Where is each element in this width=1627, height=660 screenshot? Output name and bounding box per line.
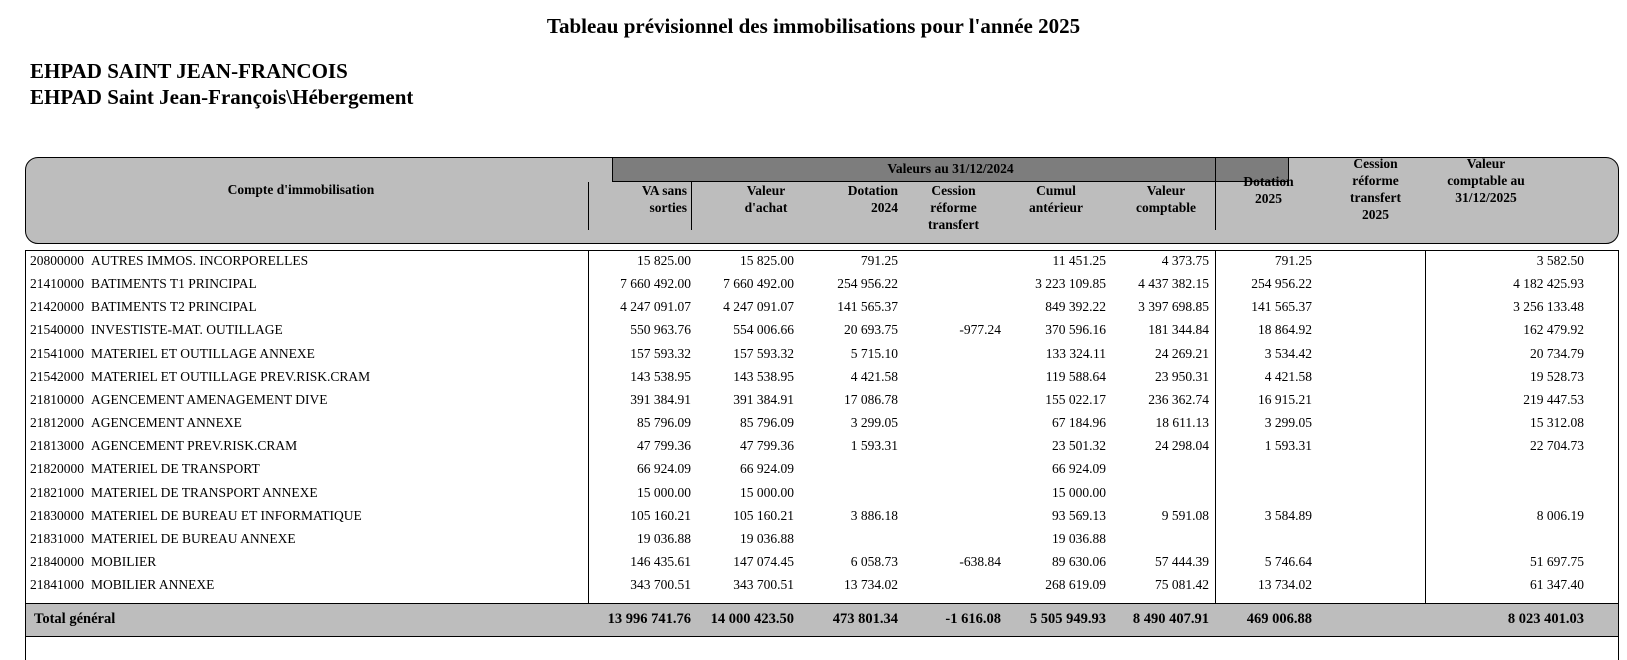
cell-account-label: MATERIEL ET OUTILLAGE PREV.RISK.CRAM bbox=[91, 368, 371, 384]
cell-account-code: 21541000 bbox=[30, 345, 84, 361]
table-row bbox=[26, 297, 1618, 321]
cell-account-label: MOBILIER bbox=[91, 553, 157, 569]
cell-account-label: MATERIEL DE BUREAU ANNEXE bbox=[91, 530, 296, 546]
cell-va-sans-sorties: 15 000.00 bbox=[637, 484, 691, 500]
cell-account-code: 21821000 bbox=[30, 484, 84, 500]
cell-valeur-comptable: 3 397 698.85 bbox=[1138, 299, 1209, 315]
total-dotation-2024: 473 801.34 bbox=[832, 611, 898, 627]
total-valeur-comptable-2025: 8 023 401.03 bbox=[1507, 611, 1584, 627]
cell-va-sans-sorties: 146 435.61 bbox=[630, 553, 691, 569]
total-cession-2024: -1 616.08 bbox=[945, 611, 1001, 627]
cell-dotation-2024: 20 693.75 bbox=[844, 322, 898, 338]
cell-cumul-anterieur: 23 501.32 bbox=[1052, 438, 1106, 454]
cell-account-code: 21840000 bbox=[30, 553, 84, 569]
cell-valeur-comptable-2025: 51 697.75 bbox=[1530, 553, 1584, 569]
total-cumul: 5 505 949.93 bbox=[1029, 611, 1106, 627]
cell-account-code: 21410000 bbox=[30, 276, 84, 292]
cell-va-sans-sorties: 105 160.21 bbox=[630, 507, 691, 523]
cell-account-label: MATERIEL DE TRANSPORT bbox=[91, 461, 260, 477]
header-cession-2025: Cession réforme transfert 2025 bbox=[1350, 156, 1401, 222]
cell-valeur-achat: 85 796.09 bbox=[740, 415, 794, 431]
cell-valeur-achat: 15 825.00 bbox=[740, 253, 794, 268]
cell-va-sans-sorties: 15 825.00 bbox=[637, 253, 691, 268]
cell-cumul-anterieur: 15 000.00 bbox=[1052, 484, 1106, 500]
header-valeur-achat: Valeur d'achat bbox=[744, 183, 788, 215]
cell-valeur-comptable-2025: 22 704.73 bbox=[1530, 438, 1584, 454]
cell-dotation-2025: 4 421.58 bbox=[1264, 368, 1312, 384]
cell-valeur-comptable: 18 611.13 bbox=[1155, 415, 1209, 431]
header-valeur-comptable-2025: Valeur comptable au 31/12/2025 bbox=[1447, 156, 1525, 205]
cell-va-sans-sorties: 550 963.76 bbox=[630, 322, 691, 338]
cell-dotation-2024: 791.25 bbox=[860, 253, 898, 268]
total-valeur-comptable: 8 490 407.91 bbox=[1132, 611, 1209, 627]
cell-account-label: AGENCEMENT ANNEXE bbox=[91, 415, 242, 431]
cell-valeur-comptable-2025: 219 447.53 bbox=[1523, 391, 1584, 407]
table-row bbox=[26, 529, 1618, 553]
cell-dotation-2025: 254 956.22 bbox=[1251, 276, 1312, 292]
cell-valeur-achat: 66 924.09 bbox=[740, 461, 794, 477]
cell-account-label: AGENCEMENT PREV.RISK.CRAM bbox=[91, 438, 298, 454]
cell-dotation-2024: 254 956.22 bbox=[837, 276, 898, 292]
cell-account-label: MATERIEL DE BUREAU ET INFORMATIQUE bbox=[91, 507, 362, 523]
table-row bbox=[26, 390, 1618, 414]
cell-account-code: 20800000 bbox=[30, 253, 84, 268]
cell-account-label: MOBILIER ANNEXE bbox=[91, 577, 215, 593]
cell-dotation-2024: 3 886.18 bbox=[850, 507, 898, 523]
total-va: 13 996 741.76 bbox=[607, 611, 691, 627]
cell-va-sans-sorties: 4 247 091.07 bbox=[620, 299, 691, 315]
cell-account-code: 21540000 bbox=[30, 322, 84, 338]
cell-valeur-comptable: 24 298.04 bbox=[1155, 438, 1209, 454]
header-va-sans-sorties: VA sans sorties bbox=[641, 183, 687, 215]
entity-subdivision: EHPAD Saint Jean-François\Hébergement bbox=[30, 85, 414, 109]
cell-valeur-comptable: 4 373.75 bbox=[1161, 253, 1209, 268]
table-row bbox=[26, 552, 1618, 576]
cell-valeur-achat: 147 074.45 bbox=[733, 553, 794, 569]
cell-account-label: AGENCEMENT AMENAGEMENT DIVE bbox=[91, 391, 328, 407]
cell-account-code: 21830000 bbox=[30, 507, 84, 523]
cell-account-code: 21542000 bbox=[30, 368, 84, 384]
header-divider bbox=[691, 182, 692, 230]
cell-va-sans-sorties: 85 796.09 bbox=[637, 415, 691, 431]
cell-valeur-comptable-2025: 162 479.92 bbox=[1523, 322, 1584, 338]
table-header bbox=[25, 157, 1619, 244]
cell-valeur-comptable: 236 362.74 bbox=[1148, 391, 1209, 407]
cell-dotation-2024: 5 715.10 bbox=[850, 345, 898, 361]
cell-cumul-anterieur: 89 630.06 bbox=[1052, 553, 1106, 569]
cell-cumul-anterieur: 370 596.16 bbox=[1045, 322, 1106, 338]
cell-dotation-2024: 3 299.05 bbox=[850, 415, 898, 431]
table-row bbox=[26, 575, 1618, 599]
cell-va-sans-sorties: 157 593.32 bbox=[630, 345, 691, 361]
total-dotation-2025: 469 006.88 bbox=[1246, 611, 1312, 627]
cell-valeur-achat: 105 160.21 bbox=[733, 507, 794, 523]
cell-dotation-2025: 141 565.37 bbox=[1251, 299, 1312, 315]
cell-dotation-2025: 3 534.42 bbox=[1264, 345, 1312, 361]
cell-cumul-anterieur: 119 588.64 bbox=[1045, 368, 1106, 384]
cell-dotation-2025: 3 299.05 bbox=[1264, 415, 1312, 431]
cell-valeur-comptable-2025: 20 734.79 bbox=[1530, 345, 1584, 361]
cell-dotation-2024: 4 421.58 bbox=[850, 368, 898, 384]
cell-cumul-anterieur: 268 619.09 bbox=[1045, 577, 1106, 593]
cell-account-code: 21812000 bbox=[30, 415, 84, 431]
cell-valeur-comptable: 4 437 382.15 bbox=[1138, 276, 1209, 292]
cell-valeur-comptable: 23 950.31 bbox=[1155, 368, 1209, 384]
table-row bbox=[26, 413, 1618, 437]
total-achat: 14 000 423.50 bbox=[710, 611, 794, 627]
cell-valeur-achat: 391 384.91 bbox=[733, 391, 794, 407]
table-row bbox=[26, 506, 1618, 530]
table-row bbox=[26, 436, 1618, 460]
cell-valeur-comptable: 24 269.21 bbox=[1155, 345, 1209, 361]
table-row bbox=[26, 459, 1618, 483]
cell-dotation-2025: 791.25 bbox=[1274, 253, 1312, 268]
cell-valeur-achat: 4 247 091.07 bbox=[723, 299, 794, 315]
cell-cumul-anterieur: 155 022.17 bbox=[1045, 391, 1106, 407]
total-label: Total général bbox=[34, 611, 116, 627]
header-divider bbox=[1215, 158, 1216, 230]
report-title: Tableau prévisionnel des immobilisations pour l'année 2025 bbox=[546, 14, 1081, 38]
cell-account-code: 21831000 bbox=[30, 530, 84, 546]
cell-va-sans-sorties: 143 538.95 bbox=[630, 368, 691, 384]
cell-dotation-2025: 18 864.92 bbox=[1258, 322, 1312, 338]
cell-dotation-2024: 1 593.31 bbox=[850, 438, 898, 454]
cell-dotation-2025: 5 746.64 bbox=[1264, 553, 1312, 569]
cell-account-label: BATIMENTS T1 PRINCIPAL bbox=[91, 276, 257, 292]
cell-va-sans-sorties: 343 700.51 bbox=[630, 577, 691, 593]
cell-valeur-comptable: 75 081.42 bbox=[1155, 577, 1209, 593]
table-row bbox=[26, 483, 1618, 507]
cell-va-sans-sorties: 391 384.91 bbox=[630, 391, 691, 407]
cell-account-label: MATERIEL DE TRANSPORT ANNEXE bbox=[91, 484, 318, 500]
cell-valeur-comptable: 57 444.39 bbox=[1155, 553, 1209, 569]
cell-cumul-anterieur: 849 392.22 bbox=[1045, 299, 1106, 315]
cell-account-code: 21813000 bbox=[30, 438, 84, 454]
cell-cumul-anterieur: 19 036.88 bbox=[1052, 530, 1106, 546]
cell-valeur-achat: 143 538.95 bbox=[733, 368, 794, 384]
header-group-valeurs-2024: Valeurs au 31/12/2024 bbox=[612, 157, 1289, 182]
cell-valeur-comptable-2025: 3 582.50 bbox=[1536, 253, 1584, 268]
cell-cession-2024: -977.24 bbox=[959, 322, 1001, 338]
immobilisations-table bbox=[25, 250, 1619, 660]
header-divider bbox=[588, 182, 589, 230]
cell-dotation-2025: 13 734.02 bbox=[1258, 577, 1312, 593]
cell-dotation-2025: 3 584.89 bbox=[1264, 507, 1312, 523]
header-cession-2024: Cession réforme transfert bbox=[928, 183, 979, 232]
cell-va-sans-sorties: 66 924.09 bbox=[637, 461, 691, 477]
header-compte: Compte d'immobilisation bbox=[227, 182, 375, 197]
cell-va-sans-sorties: 19 036.88 bbox=[637, 530, 691, 546]
cell-dotation-2025: 16 915.21 bbox=[1258, 391, 1312, 407]
cell-cumul-anterieur: 66 924.09 bbox=[1052, 461, 1106, 477]
header-cumul-anterieur: Cumul antérieur bbox=[1029, 183, 1083, 215]
table-row bbox=[26, 274, 1618, 298]
cell-valeur-comptable: 9 591.08 bbox=[1161, 507, 1209, 523]
cell-dotation-2024: 6 058.73 bbox=[850, 553, 898, 569]
cell-valeur-achat: 343 700.51 bbox=[733, 577, 794, 593]
table-row bbox=[26, 320, 1618, 344]
cell-va-sans-sorties: 47 799.36 bbox=[637, 438, 691, 454]
table-row bbox=[26, 344, 1618, 368]
cell-valeur-comptable-2025: 19 528.73 bbox=[1530, 368, 1584, 384]
header-dotation-2025: Dotation 2025 bbox=[1243, 174, 1294, 206]
total-row bbox=[26, 603, 1618, 637]
cell-account-code: 21420000 bbox=[30, 299, 84, 315]
cell-cumul-anterieur: 133 324.11 bbox=[1045, 345, 1106, 361]
cell-account-code: 21810000 bbox=[30, 391, 84, 407]
table-row bbox=[26, 367, 1618, 391]
cell-valeur-comptable-2025: 4 182 425.93 bbox=[1513, 276, 1584, 292]
cell-valeur-achat: 15 000.00 bbox=[740, 484, 794, 500]
header-valeur-comptable: Valeur comptable bbox=[1136, 183, 1196, 215]
cell-valeur-achat: 554 006.66 bbox=[733, 322, 794, 338]
cell-dotation-2024: 141 565.37 bbox=[837, 299, 898, 315]
header-dotation-2024: Dotation 2024 bbox=[847, 183, 898, 215]
cell-account-code: 21841000 bbox=[30, 577, 84, 593]
cell-valeur-comptable-2025: 15 312.08 bbox=[1530, 415, 1584, 431]
cell-account-label: BATIMENTS T2 PRINCIPAL bbox=[91, 299, 257, 315]
cell-valeur-comptable-2025: 3 256 133.48 bbox=[1513, 299, 1584, 315]
cell-valeur-achat: 19 036.88 bbox=[740, 530, 794, 546]
cell-dotation-2024: 13 734.02 bbox=[844, 577, 898, 593]
cell-valeur-achat: 157 593.32 bbox=[733, 345, 794, 361]
cell-cumul-anterieur: 3 223 109.85 bbox=[1035, 276, 1106, 292]
cell-account-code: 21820000 bbox=[30, 461, 84, 477]
cell-valeur-achat: 47 799.36 bbox=[740, 438, 794, 454]
cell-valeur-comptable-2025: 61 347.40 bbox=[1530, 577, 1584, 593]
cell-cumul-anterieur: 11 451.25 bbox=[1052, 253, 1106, 268]
cell-valeur-comptable-2025: 8 006.19 bbox=[1536, 507, 1584, 523]
cell-dotation-2024: 17 086.78 bbox=[844, 391, 898, 407]
cell-account-label: MATERIEL ET OUTILLAGE ANNEXE bbox=[91, 345, 315, 361]
entity-name: EHPAD SAINT JEAN-FRANCOIS bbox=[30, 59, 348, 83]
cell-dotation-2025: 1 593.31 bbox=[1264, 438, 1312, 454]
cell-account-label: INVESTISTE-MAT. OUTILLAGE bbox=[91, 322, 283, 338]
cell-account-label: AUTRES IMMOS. INCORPORELLES bbox=[91, 253, 309, 268]
cell-cumul-anterieur: 67 184.96 bbox=[1052, 415, 1106, 431]
cell-cession-2024: -638.84 bbox=[959, 553, 1001, 569]
table-row bbox=[26, 251, 1618, 275]
cell-valeur-comptable: 181 344.84 bbox=[1148, 322, 1209, 338]
cell-va-sans-sorties: 7 660 492.00 bbox=[620, 276, 691, 292]
cell-valeur-achat: 7 660 492.00 bbox=[723, 276, 794, 292]
cell-cumul-anterieur: 93 569.13 bbox=[1052, 507, 1106, 523]
